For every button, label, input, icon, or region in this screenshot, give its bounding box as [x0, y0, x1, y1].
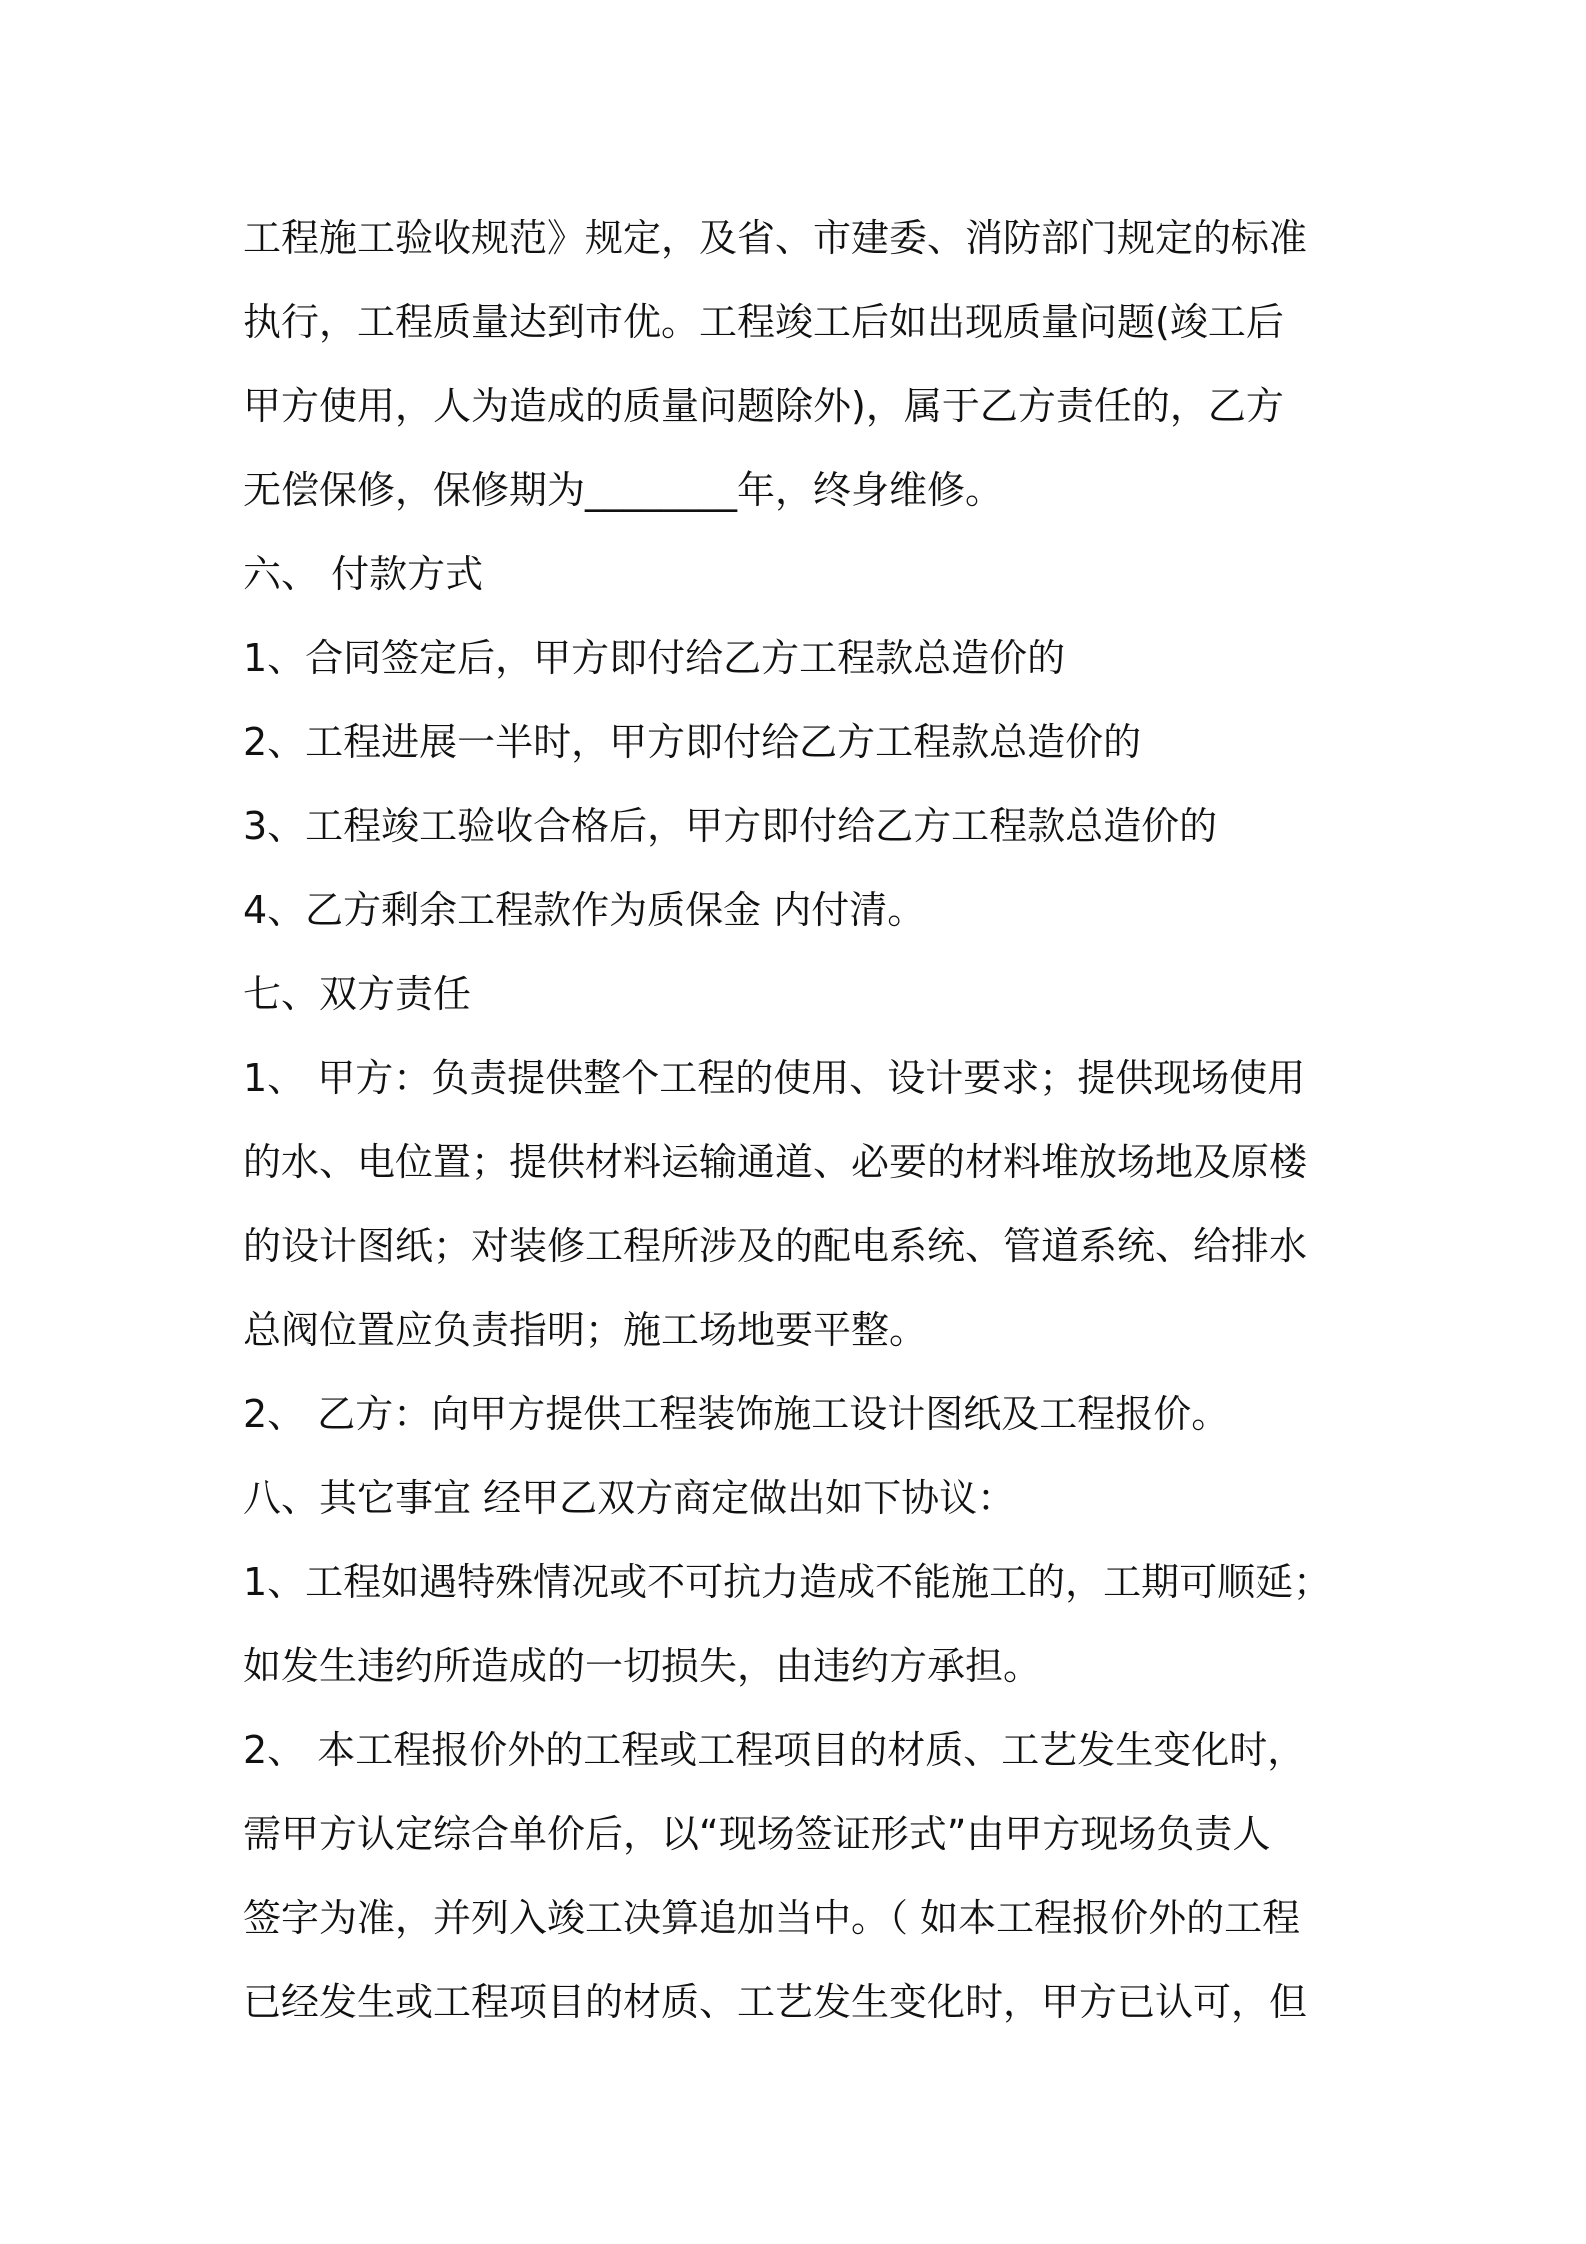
text-line: 的水、电位置；提供材料运输通道、必要的材料堆放场地及原楼	[243, 1140, 1308, 1184]
text-line: 执行，工程质量达到市优。工程竣工后如出现质量问题(竣工后	[243, 300, 1284, 344]
text-line: 如发生违约所造成的一切损失，由违约方承担。	[243, 1644, 1042, 1688]
section-heading-responsibilities: 七、双方责任	[243, 972, 472, 1016]
text-line: 需甲方认定综合单价后，以“现场签证形式”由甲方现场负责人	[243, 1812, 1271, 1856]
list-item: 1、合同签定后，甲方即付给乙方工程款总造价的	[243, 636, 1066, 680]
text-line: 甲方使用，人为造成的质量问题除外)，属于乙方责任的，乙方	[243, 384, 1284, 428]
list-item: 4、乙方剩余工程款作为质保金 内付清。	[243, 888, 926, 932]
contract-body	[243, 196, 1358, 2044]
list-item: 3、工程竣工验收合格后，甲方即付给乙方工程款总造价的	[243, 804, 1218, 848]
text-line: 的设计图纸；对装修工程所涉及的配电系统、管道系统、给排水	[243, 1224, 1308, 1268]
text-line: 签字为准，并列入竣工决算追加当中。（ 如本工程报价外的工程	[243, 1896, 1301, 1940]
section-heading-other-matters: 八、其它事宜 经甲乙双方商定做出如下协议：	[243, 1476, 1016, 1520]
list-item: 2、 乙方：向甲方提供工程装饰施工设计图纸及工程报价。	[243, 1392, 1230, 1436]
text-line: 已经发生或工程项目的材质、工艺发生变化时，甲方已认可，但	[243, 1980, 1308, 2024]
list-item: 2、工程进展一半时，甲方即付给乙方工程款总造价的	[243, 720, 1142, 764]
list-item: 1、 甲方：负责提供整个工程的使用、设计要求；提供现场使用	[243, 1056, 1306, 1100]
list-item: 2、 本工程报价外的工程或工程项目的材质、工艺发生变化时，	[243, 1728, 1306, 1772]
text-line: 无偿保修，保修期为________年，终身维修。	[243, 468, 1004, 512]
list-item: 1、工程如遇特殊情况或不可抗力造成不能施工的，工期可顺延；	[243, 1560, 1332, 1604]
text-line: 总阀位置应负责指明；施工场地要平整。	[243, 1308, 928, 1352]
text-line: 工程施工验收规范》规定，及省、市建委、消防部门规定的标准	[243, 216, 1308, 260]
section-heading-payment: 六、 付款方式	[243, 552, 484, 596]
